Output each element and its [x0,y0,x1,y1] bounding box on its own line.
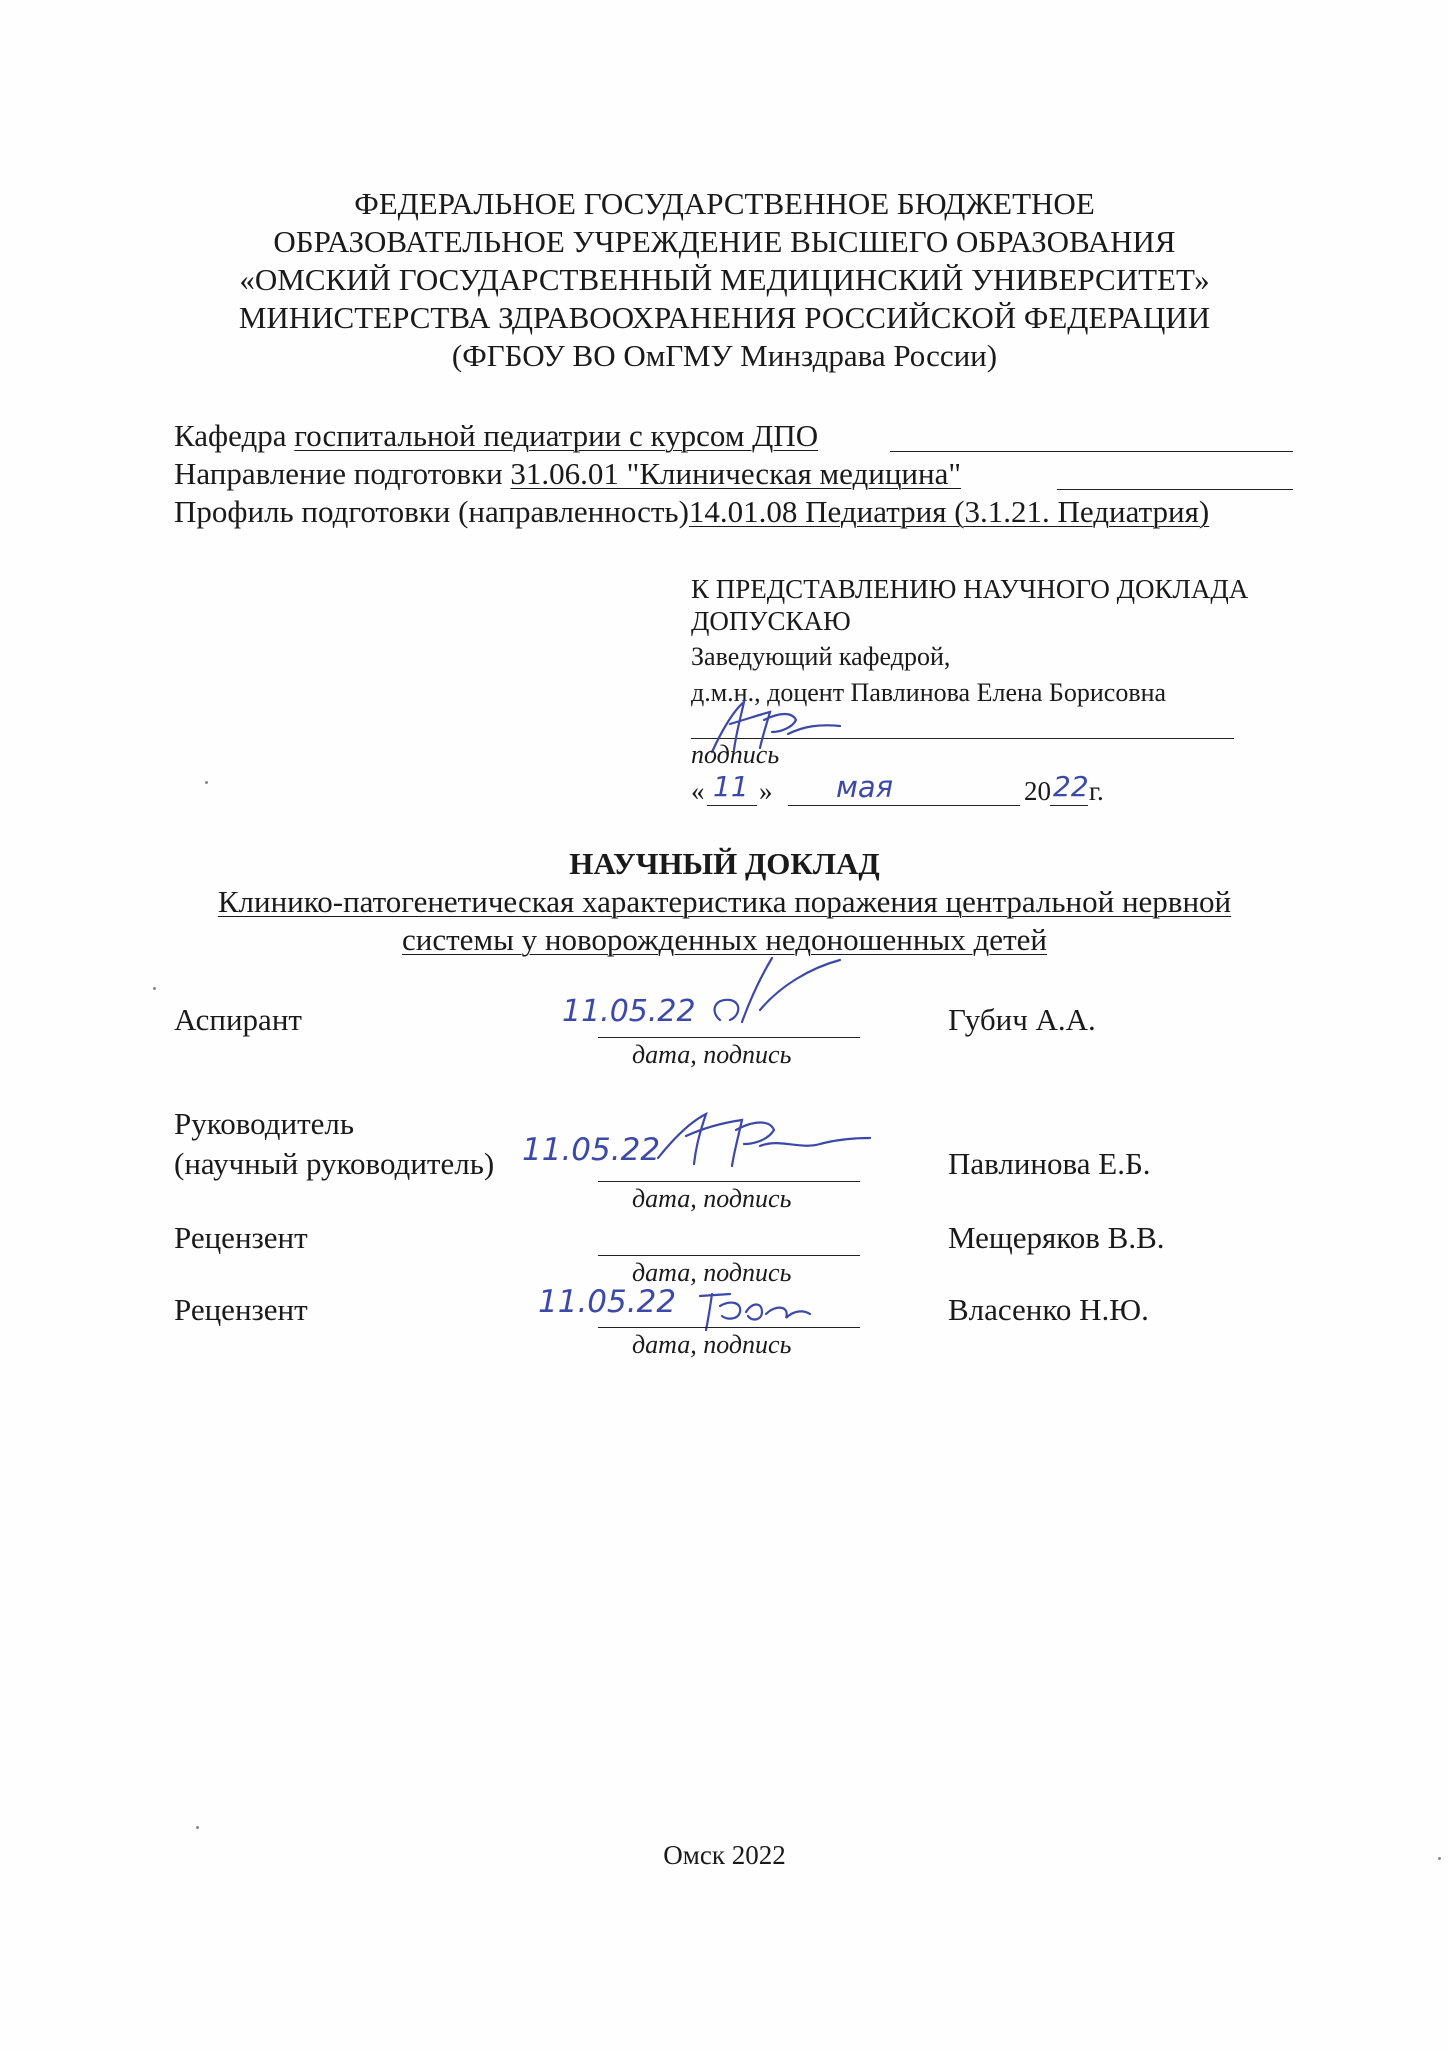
signatory-role: Рецензент [174,1292,308,1327]
direction-line [174,456,961,492]
footer-city-year: Омск 2022 [663,1840,786,1870]
profile-label: Профиль подготовки (направленность) [174,494,689,529]
signatory-handwritten-date: 11.05.22 [522,1132,661,1168]
direction-label: Направление подготовки [174,456,503,491]
signatory-signature [690,1286,820,1336]
approval-line-1: К ПРЕДСТАВЛЕНИЮ НАУЧНОГО ДОКЛАДА [691,574,1249,604]
header-line-5: (ФГБОУ ВО ОмГМУ Минздрава России) [451,338,998,373]
date-suffix: г. [1089,776,1104,806]
header-line-4: МИНИСТЕРСТВА ЗДРАВООХРАНЕНИЯ РОССИЙСКОЙ ФЕДЕРАЦИИ [238,300,1211,335]
date-year-underline [1050,805,1088,806]
signatory-line [598,1327,860,1328]
signatory-line [598,1037,860,1038]
scan-speck [196,1826,199,1829]
department-value: госпитальной педиатрии с курсом ДПО [294,418,819,453]
profile-value: 14.01.08 Педиатрия (3.1.21. Педиатрия) [688,494,1210,529]
department-label: Кафедра [174,418,287,453]
report-title: НАУЧНЫЙ ДОКЛАД [569,846,880,881]
signatory-role-2: (научный руководитель) [174,1146,495,1181]
profile-line [174,494,1209,530]
signatory-line [598,1255,860,1256]
scan-speck [205,781,208,784]
signatory-role: Аспирант [174,1002,302,1037]
report-topic-text-2: системы у новорожденных недоношенных детей [402,922,1047,957]
date-year-handwritten: 22 [1053,770,1089,803]
approval-line-3: Заведующий кафедрой, [691,642,951,671]
signatory-name: Павлинова Е.Б. [948,1146,1151,1181]
signatory-name: Губич А.А. [948,1002,1096,1037]
signatory-caption: дата, подпись [632,1330,792,1359]
date-open-quote: « [691,776,705,806]
signatory-role: Рецензент [174,1220,308,1255]
report-topic-line-1 [0,884,1449,920]
signatory-handwritten-date: 11.05.22 [538,1284,677,1320]
date-year-prefix: 20 [1024,776,1051,806]
signatory-caption: дата, подпись [632,1184,792,1213]
header-line-2: ОБРАЗОВАТЕЛЬНОЕ УЧРЕЖДЕНИЕ ВЫСШЕГО ОБРАЗОВАНИЯ [273,224,1176,259]
signatory-name: Мещеряков В.В. [948,1220,1165,1255]
header-line-1: ФЕДЕРАЛЬНОЕ ГОСУДАРСТВЕННОЕ БЮДЖЕТНОЕ [354,186,1095,221]
scan-speck [153,987,156,990]
signatory-signature [650,1098,875,1178]
date-close-quote: » [759,776,773,806]
head-signature-caption: подпись [691,740,780,769]
department-underline [890,451,1293,452]
date-month-underline [788,805,1020,806]
signatory-role: Руководитель [174,1106,355,1141]
signatory-handwritten-date: 11.05.22 [562,994,696,1029]
signatory-caption: дата, подпись [632,1258,792,1287]
signatory-name: Власенко Н.Ю. [948,1292,1149,1327]
signatory-line [598,1181,860,1182]
date-day-underline [707,805,757,806]
signatory-signature [690,950,850,1040]
direction-underline [1057,489,1293,490]
approval-date-line [691,770,1121,814]
scan-speck [1438,1857,1441,1860]
signatory-caption: дата, подпись [632,1040,792,1069]
approval-line-4: д.м.н., доцент Павлинова Елена Борисовна [691,678,1167,707]
header-line-3: «ОМСКИЙ ГОСУДАРСТВЕННЫЙ МЕДИЦИНСКИЙ УНИВЕРСИТЕТ» [239,262,1210,297]
direction-value: 31.06.01 "Клиническая медицина" [510,456,961,491]
date-month-handwritten: мая [836,770,894,804]
report-topic-text-1: Клинико-патогенетическая характеристика поражения центральной нервной [217,884,1232,919]
department-line [174,418,818,454]
date-day-handwritten: 11 [713,770,749,803]
approval-line-2: ДОПУСКАЮ [691,606,851,636]
